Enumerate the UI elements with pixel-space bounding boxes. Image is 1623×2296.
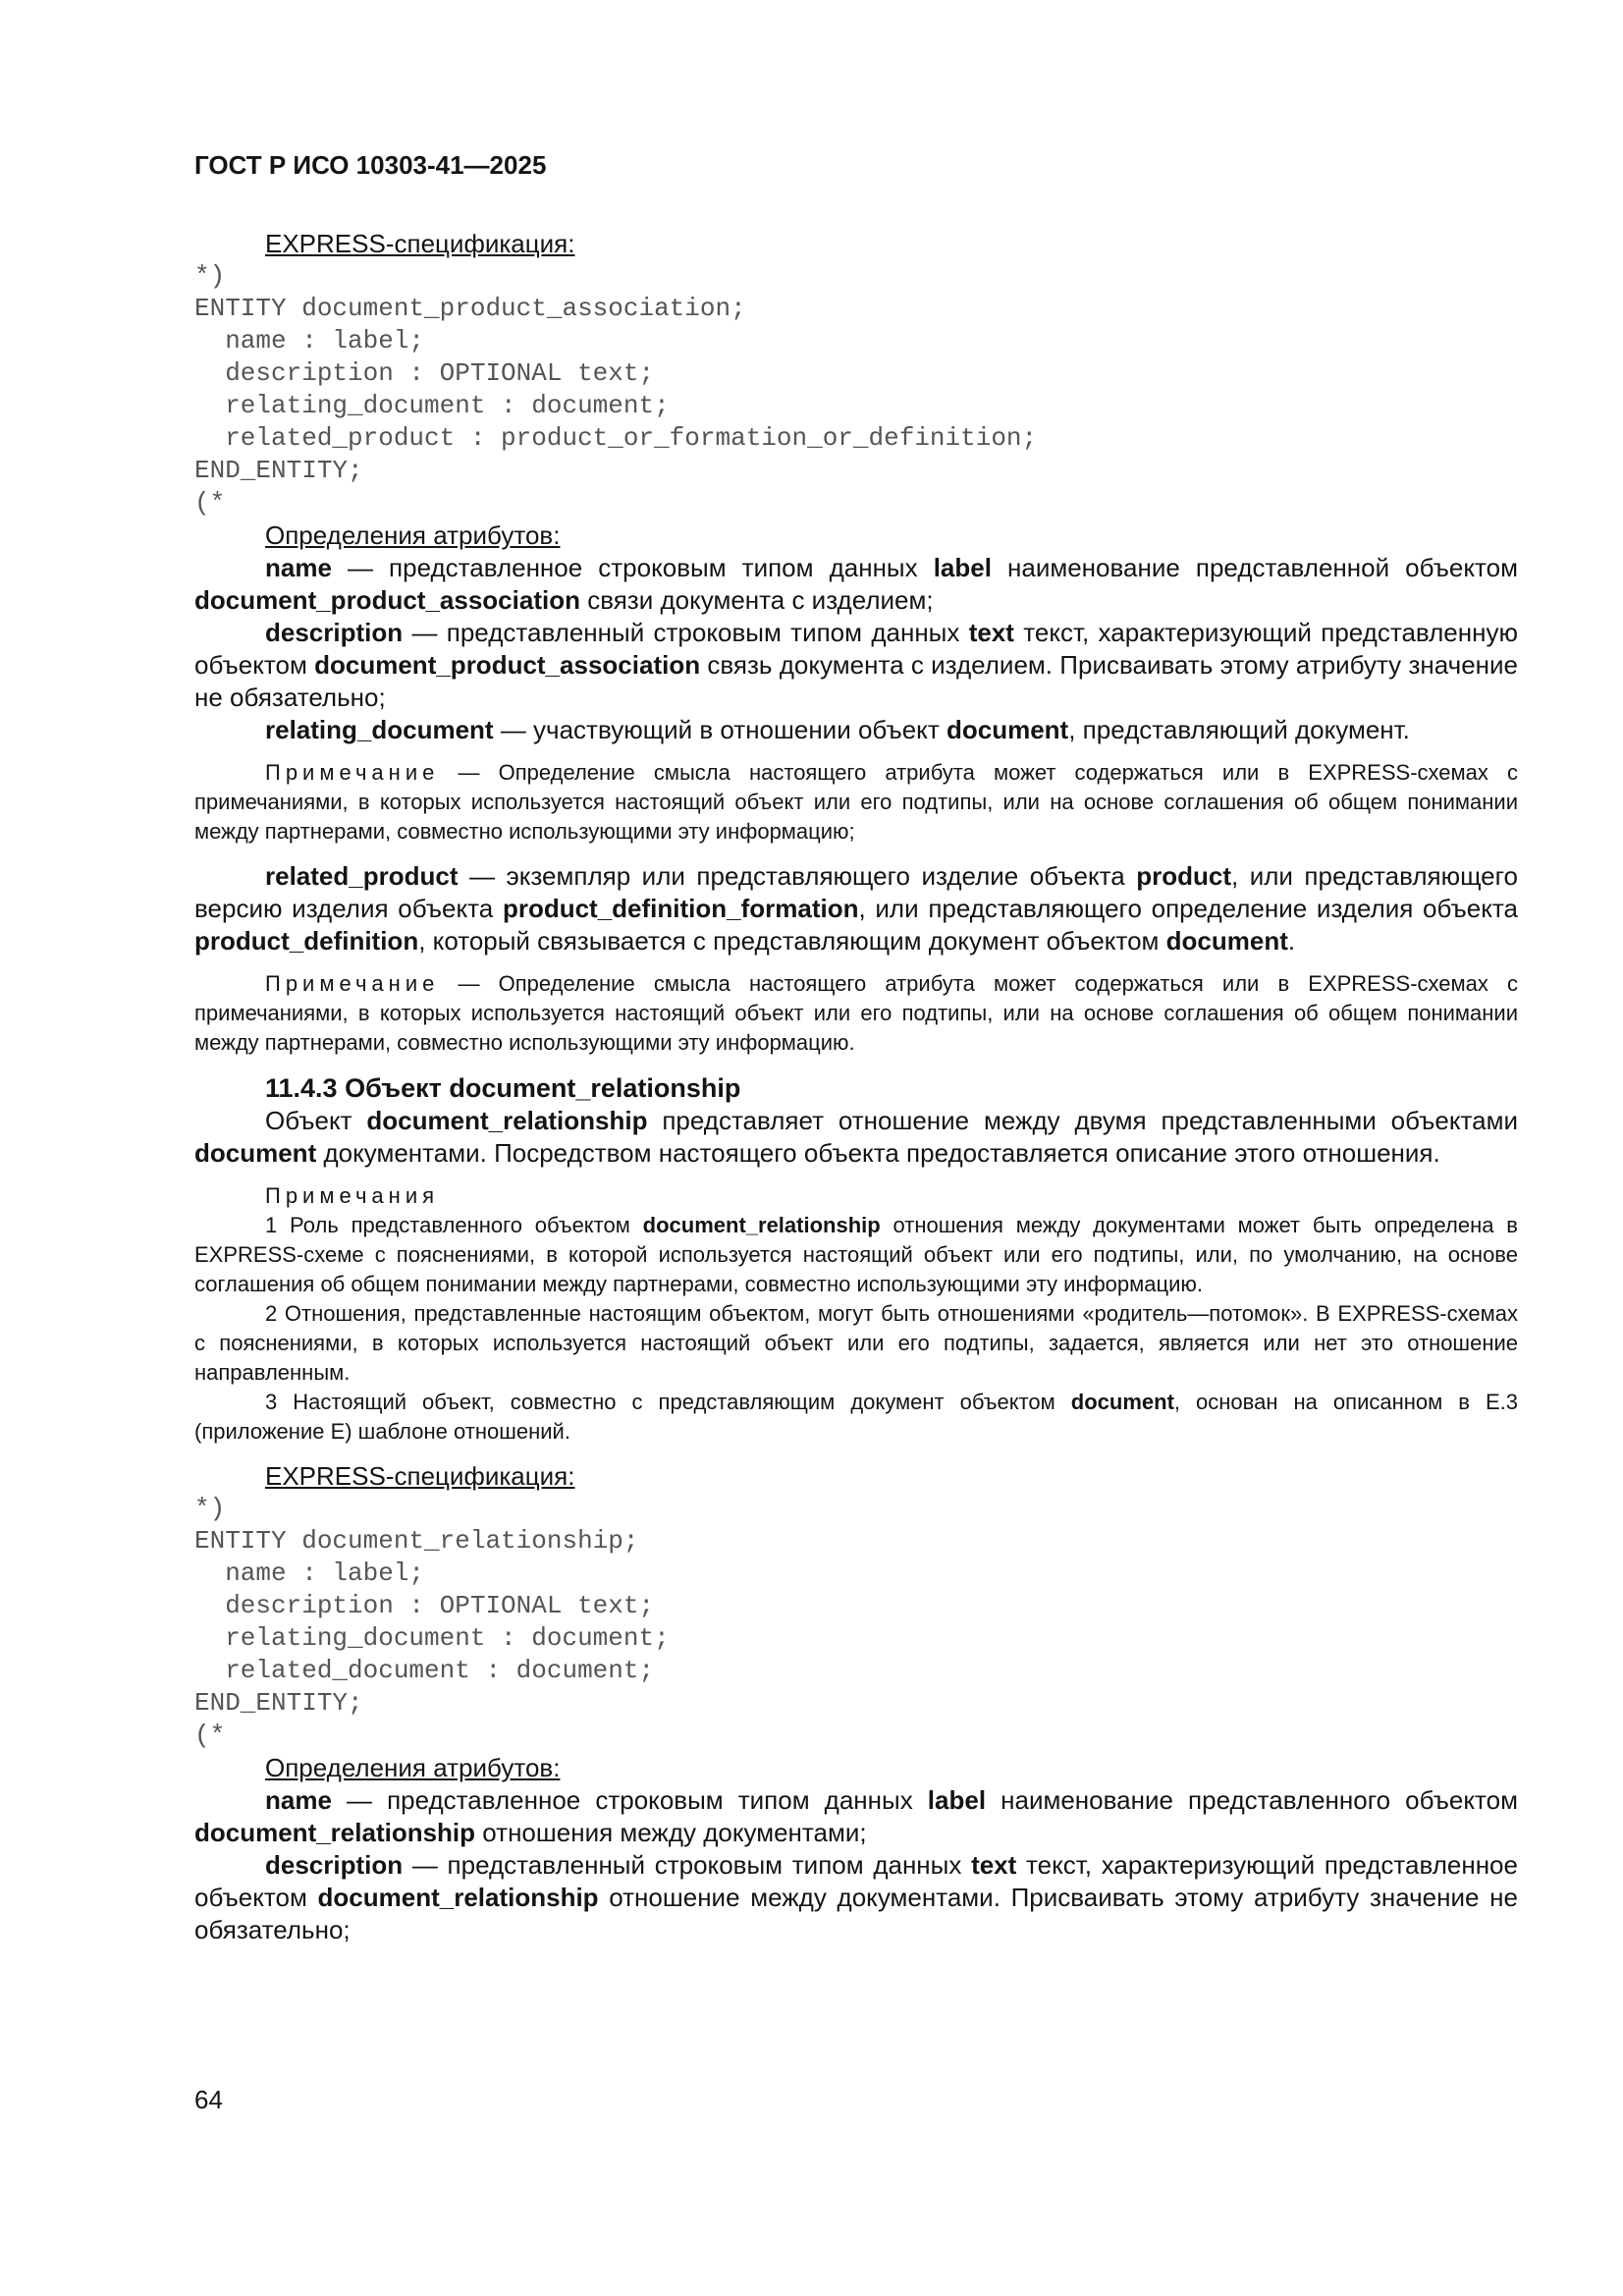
note-heading: Примечание bbox=[265, 971, 440, 996]
section-intro: Объект document_relationship представляет отношение между двумя представленными объектами document документами. Посредством настоящего объекта предоставляется описание этого отношения. bbox=[194, 1106, 1519, 1168]
attr-definitions-label: Определения атрибутов: bbox=[265, 520, 561, 550]
notes-heading: Примечания bbox=[265, 1183, 440, 1208]
code-line: relating_document : document; bbox=[194, 1623, 670, 1653]
note-3: 3 Настоящий объект, совместно с представляющим документ объектом document, основан на описанном в Е.3 (приложение Е) шаблоне отношений. bbox=[194, 1390, 1518, 1444]
code-comment-close: *) bbox=[194, 1494, 226, 1523]
code-line: related_document : document; bbox=[194, 1656, 655, 1685]
attr-name-definition: name — представленное строковым типом данных label наименование представленной объектом document_product_association связи документа с изделием; bbox=[194, 553, 1518, 615]
attr-definitions-label: Определения атрибутов: bbox=[265, 1753, 561, 1782]
code-line: ENTITY document_product_association; bbox=[194, 294, 746, 323]
document-page bbox=[194, 147, 1518, 1946]
code-line: END_ENTITY; bbox=[194, 456, 363, 485]
code-comment-open: (* bbox=[194, 488, 226, 518]
note-1: 1 Роль представленного объектом document_relationship отношения между документами может быть определена в EXPRESS-схеме с пояснениями, в которой используется настоящий объект или его подтипы, или, по умолчанию, на основе соглашения об общем понимании между партнерами, совместно использующими эту информацию. bbox=[194, 1213, 1518, 1296]
note: Примечание — Определение смысла настоящего атрибута может содержаться или в EXPRESS-схемах с примечаниями, в которых используется настоящий объект или его подтипы, или на основе соглашения об общем понимании между партнерами, совместно использующими эту информацию; bbox=[194, 760, 1518, 844]
code-comment-close: *) bbox=[194, 261, 226, 291]
code-line: related_product : product_or_formation_or_definition; bbox=[194, 423, 1038, 453]
code-comment-open: (* bbox=[194, 1721, 226, 1750]
code-line: name : label; bbox=[194, 326, 425, 355]
code-line: END_ENTITY; bbox=[194, 1688, 363, 1718]
notes-block bbox=[194, 1181, 1518, 1447]
attr-related-product-definition: related_product — экземпляр или представляющего изделие объекта product, или представляющего версию изделия объекта product_definition_formation, или представляющего определение изделия объекта product_definition, который связывается с представляющим документ объектом document. bbox=[194, 861, 1518, 956]
note: Примечание — Определение смысла настоящего атрибута может содержаться или в EXPRESS-схемах с примечаниями, в которых используется настоящий объект или его подтипы, или на основе соглашения об общем понимании между партнерами, совместно использующими эту информацию. bbox=[194, 971, 1518, 1055]
code-block-document-product-association bbox=[194, 293, 1518, 487]
note-2: 2 Отношения, представленные настоящим объектом, могут быть отношениями «родитель—потомок». В EXPRESS-схемах с пояснениями, в которых используется настоящий объект или его подтипы, задается, является или нет это отношение направленным. bbox=[194, 1301, 1518, 1385]
express-spec-label: EXPRESS-спецификация: bbox=[265, 229, 575, 258]
attr-name-definition: name — представленное строковым типом данных label наименование представленного объектом document_relationship отношения между документами; bbox=[194, 1785, 1518, 1847]
document-header: ГОСТ Р ИСО 10303-41—2025 bbox=[194, 150, 547, 180]
page-number: 64 bbox=[194, 2085, 223, 2114]
code-line: relating_document : document; bbox=[194, 391, 670, 420]
code-line: description : OPTIONAL text; bbox=[194, 1591, 655, 1620]
code-line: description : OPTIONAL text; bbox=[194, 358, 655, 388]
section-title: 11.4.3 Объект document_relationship bbox=[265, 1073, 741, 1103]
attr-relating-document-definition: relating_document — участвующий в отношении объект document, представляющий документ. bbox=[265, 715, 1410, 744]
code-block-document-relationship bbox=[194, 1525, 1518, 1720]
note-heading: Примечание bbox=[265, 760, 440, 785]
code-line: name : label; bbox=[194, 1558, 425, 1588]
attr-description-definition: description — представленный строковым типом данных text текст, характеризующий представленное объектом document_relationship отношение между документами. Присваивать этому атрибуту значение не обязательно; bbox=[194, 1850, 1518, 1944]
express-spec-label: EXPRESS-спецификация: bbox=[265, 1461, 575, 1491]
code-line: ENTITY document_relationship; bbox=[194, 1526, 639, 1556]
attr-description-definition: description — представленный строковым типом данных text текст, характеризующий представленную объектом document_product_association связь документа с изделием. Присваивать этому атрибуту значение не обязательно; bbox=[194, 618, 1518, 712]
